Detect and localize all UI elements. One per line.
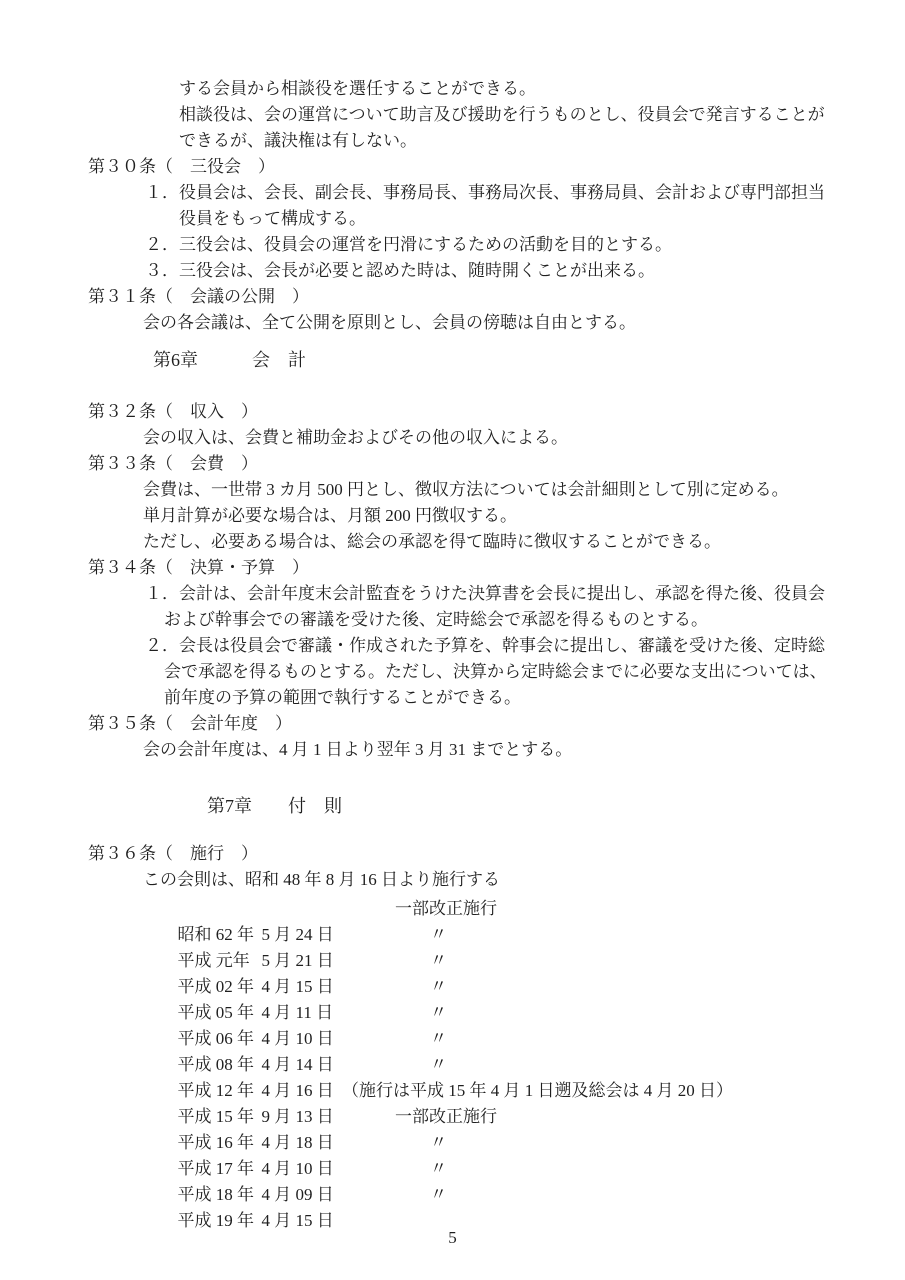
amendment-row [152, 974, 905, 1022]
article-34-item-1: １．会計は、会計年度末会計監査をうけた決算書を会長に提出し、承認を得た後、役員会 [145, 584, 825, 603]
amendment-history-list [0, 896, 905, 1230]
amendment-date: 4 月 11 日 [261, 1003, 334, 1022]
article-34-item-2-cont-1: 会で承認を得るものとする。ただし、決算から定時総会までに必要な支出については、 [164, 662, 827, 681]
amendment-remark: 〃 [430, 1159, 447, 1178]
article-34-header: 第３４条（ 決算・予算 ） [88, 558, 309, 577]
amendment-remark: 〃 [430, 951, 447, 970]
article-34-item-1-cont: および幹事会での審議を受けた後、定時総会で承認を得るものとする。 [164, 610, 708, 629]
amendment-remark: （施行は平成 15 年 4 月 1 日遡及総会は 4 月 20 日） [342, 1081, 733, 1100]
article-33-line-3: ただし、必要ある場合は、総会の承認を得て臨時に徴収することができる。 [143, 532, 721, 551]
article-36-body: この会則は、昭和 48 年 8 月 16 日より施行する [143, 870, 500, 889]
article-30-header: 第３０条（ 三役会 ） [88, 157, 275, 176]
article-30-item-1-cont: 役員をもって構成する。 [179, 209, 366, 228]
amendment-row [152, 1000, 905, 1048]
amendment-date: 9 月 13 日 [261, 1107, 334, 1126]
article-32-header: 第３２条（ 収入 ） [88, 402, 258, 421]
amendment-date: 5 月 24 日 [261, 925, 334, 944]
article-34-item-2-cont-2: 前年度の予算の範囲で執行することができる。 [164, 688, 521, 707]
article-32-body: 会の収入は、会費と補助金およびその他の収入による。 [143, 428, 568, 447]
amendment-remark: 〃 [430, 1055, 447, 1074]
amendment-row [152, 1182, 905, 1230]
article-33-line-1: 会費は、一世帯 3 カ月 500 円とし、徴収方法については会計細則として別に定める。 [143, 480, 789, 499]
amendment-remark: 〃 [430, 1003, 447, 1022]
amendment-remark: 〃 [430, 925, 447, 944]
article-31-body: 会の各会議は、全て公開を原則とし、会員の傍聴は自由とする。 [143, 313, 636, 332]
amendment-row [152, 922, 905, 970]
amendment-row [152, 1156, 905, 1204]
carryover-line-1: する会員から相談役を選任することができる。 [179, 79, 536, 98]
article-35-header: 第３５条（ 会計年度 ） [88, 714, 292, 733]
article-34-item-2: ２．会長は役員会で審議・作成された予算を、幹事会に提出し、審議を受けた後、定時総 [145, 636, 825, 655]
amendment-row [152, 896, 905, 944]
amendment-era: 平成 元年 [177, 951, 250, 970]
amendment-date: 4 月 14 日 [261, 1055, 334, 1074]
chapter-6-heading: 第6章 会 計 [153, 350, 306, 370]
amendment-date: 4 月 18 日 [261, 1133, 334, 1152]
amendment-date: 4 月 10 日 [261, 1029, 334, 1048]
amendment-era: 平成 15 年 [177, 1107, 254, 1126]
amendment-era: 平成 06 年 [177, 1029, 254, 1048]
amendment-date: 4 月 15 日 [261, 977, 334, 996]
amendment-row [152, 948, 905, 996]
amendment-date: 4 月 10 日 [261, 1159, 334, 1178]
amendment-row [152, 1104, 905, 1152]
chapter-7-heading: 第7章 付 則 [207, 796, 342, 816]
amendment-era: 平成 05 年 [177, 1003, 254, 1022]
amendment-date: 4 月 15 日 [261, 1211, 334, 1230]
amendment-date: 4 月 16 日 [261, 1081, 334, 1100]
page-number: 5 [448, 1228, 457, 1247]
amendment-era: 平成 16 年 [177, 1133, 254, 1152]
amendment-remark: 〃 [430, 977, 447, 996]
article-35-body: 会の会計年度は、4 月 1 日より翌年 3 月 31 までとする。 [143, 740, 573, 759]
amendment-row [152, 1130, 905, 1178]
amendment-remark: 一部改正施行 [395, 1107, 497, 1126]
carryover-line-3: できるが、議決権は有しない。 [179, 131, 417, 150]
amendment-era: 平成 12 年 [177, 1081, 254, 1100]
article-30-item-2: ２．三役会は、役員会の運営を円滑にするための活動を目的とする。 [145, 235, 672, 254]
article-30-item-1: １．役員会は、会長、副会長、事務局長、事務局次長、事務局員、会計および専門部担当 [145, 183, 825, 202]
article-33-line-2: 単月計算が必要な場合は、月額 200 円徴収する。 [143, 506, 517, 525]
amendment-date: 5 月 21 日 [261, 951, 334, 970]
article-30-item-3: ３．三役会は、会長が必要と認めた時は、随時開くことが出来る。 [145, 261, 655, 280]
amendment-era: 平成 08 年 [177, 1055, 254, 1074]
amendment-era: 平成 02 年 [177, 977, 254, 996]
amendment-remark: 〃 [430, 1133, 447, 1152]
article-33-header: 第３３条（ 会費 ） [88, 454, 258, 473]
amendment-era: 平成 18 年 [177, 1185, 254, 1204]
amendment-era: 昭和 62 年 [177, 925, 254, 944]
amendment-era: 平成 17 年 [177, 1159, 254, 1178]
article-31-header: 第３１条（ 会議の公開 ） [88, 287, 309, 306]
amendment-remark: 一部改正施行 [395, 899, 497, 918]
carryover-line-2: 相談役は、会の運営について助言及び援助を行うものとし、役員会で発言することが [179, 105, 825, 124]
amendment-remark: 〃 [430, 1185, 447, 1204]
article-36-header: 第３６条（ 施行 ） [88, 844, 258, 863]
amendment-remark: 〃 [430, 1029, 447, 1048]
amendment-date: 4 月 09 日 [261, 1185, 334, 1204]
amendment-era: 平成 19 年 [177, 1211, 254, 1230]
amendment-row [152, 1026, 905, 1074]
